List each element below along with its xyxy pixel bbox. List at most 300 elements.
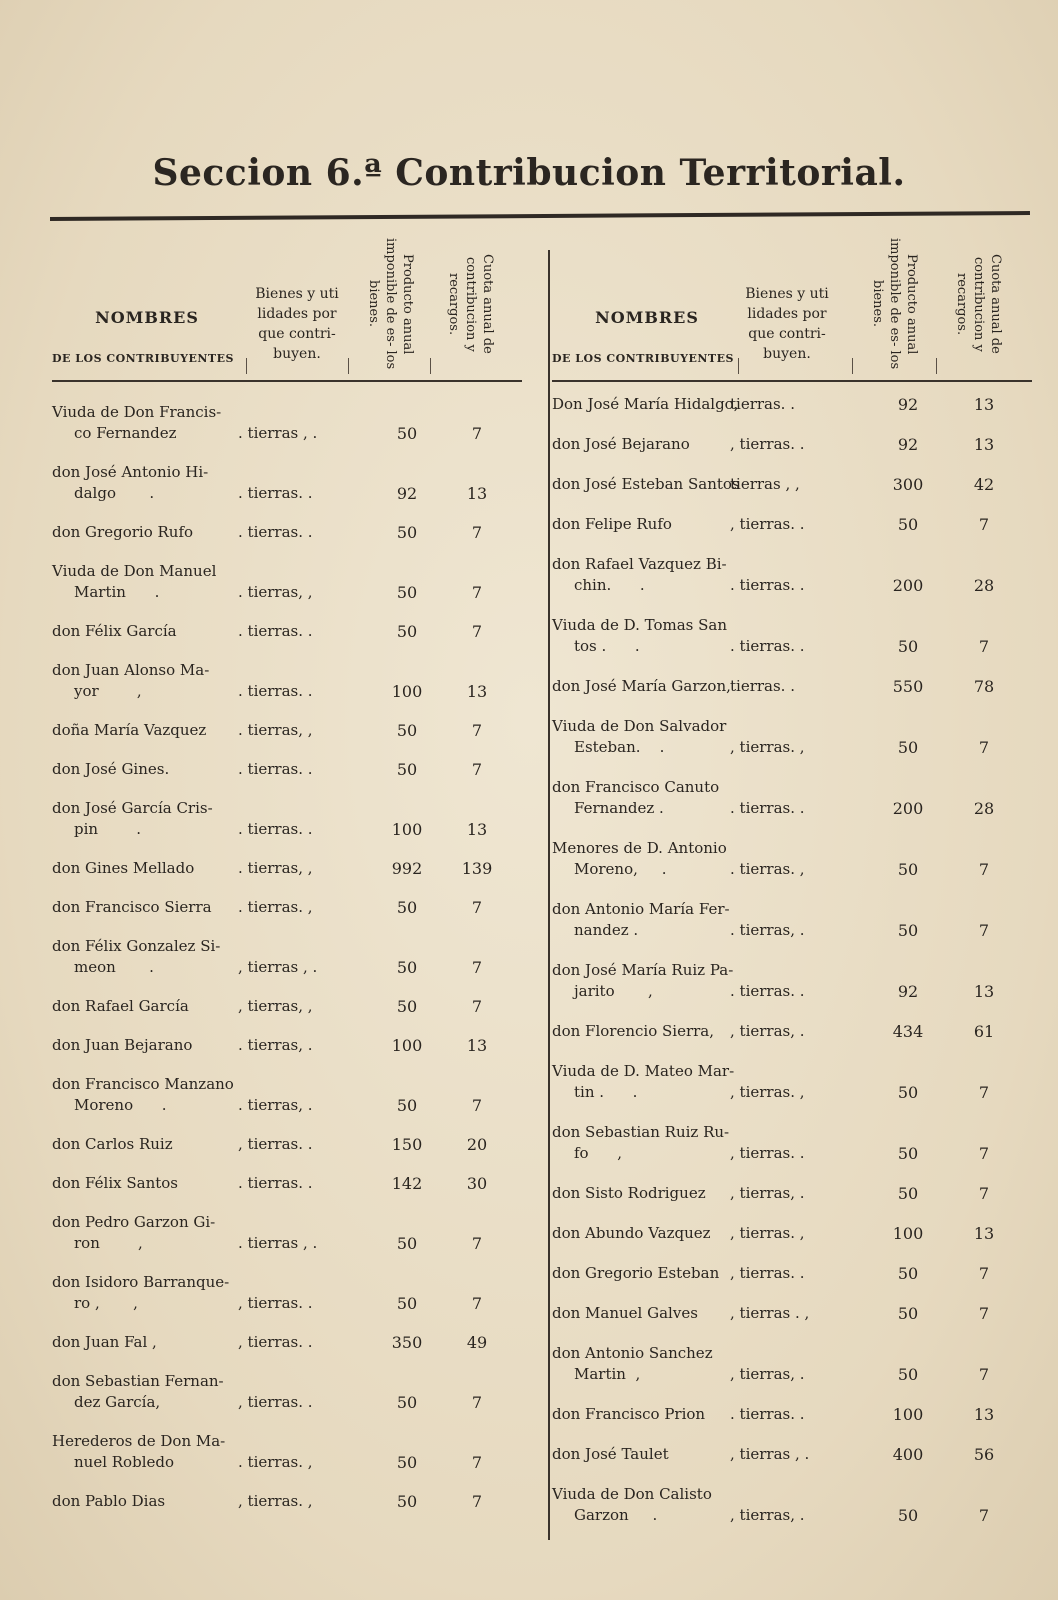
contribuyente-name-line1: don José Antonio Hi- — [52, 463, 209, 481]
bienes-cell: . tierras. . — [730, 637, 805, 655]
cuota-cell: 7 — [978, 515, 990, 534]
bienes-cell: , tierras. , — [730, 1083, 805, 1101]
cuota-cell: 7 — [471, 997, 483, 1016]
cuota-cell: 7 — [978, 1506, 990, 1525]
contribuyente-name-line2: Garzon . — [574, 1506, 658, 1524]
cuota-cell: 7 — [471, 424, 483, 443]
contribuyente-name — [52, 720, 206, 741]
table-row — [52, 897, 522, 918]
table-row — [552, 394, 1032, 415]
producto-cell: 50 — [897, 1083, 919, 1102]
cuota-cell: 7 — [978, 637, 990, 656]
contribuyente-name-line2: dez García, — [74, 1393, 161, 1411]
table-row — [52, 1431, 522, 1473]
table-row — [552, 1343, 1032, 1385]
contribuyente-name-line1: don José Bejarano — [552, 435, 690, 453]
table-row — [52, 1035, 522, 1056]
contribuyente-name — [552, 615, 727, 657]
cuota-cell: 7 — [471, 1294, 483, 1313]
bienes-cell: tierras , , — [730, 475, 800, 493]
contribuyente-name-line1: don Juan Bejarano — [52, 1036, 193, 1054]
cuota-cell: 7 — [978, 1264, 990, 1283]
header-nombres-sub: DE LOS CONTRIBUYENTES — [552, 352, 734, 365]
contribuyente-name-line1: Viuda de Don Salvador — [552, 717, 727, 735]
bienes-cell: . tierras, , — [238, 583, 313, 601]
producto-cell: 434 — [892, 1022, 924, 1041]
header-separator — [348, 358, 349, 374]
table-row — [52, 1332, 522, 1353]
cuota-cell: 78 — [973, 677, 995, 696]
header-rule — [50, 211, 1030, 221]
bienes-cell: , tierras. . — [730, 515, 805, 533]
bienes-cell: . tierras. . — [238, 1174, 313, 1192]
contribuyente-name — [52, 660, 209, 702]
cuota-cell: 7 — [978, 860, 990, 879]
left-table — [52, 232, 522, 1511]
contribuyente-name — [52, 561, 216, 603]
table-row — [552, 1444, 1032, 1465]
column-divider — [548, 250, 550, 1540]
bienes-cell: , tierras, . — [730, 1506, 805, 1524]
bienes-cell: . tierras, , — [238, 859, 313, 877]
table-row — [52, 996, 522, 1017]
producto-cell: 350 — [391, 1333, 423, 1352]
cuota-cell: 7 — [471, 583, 483, 602]
cuota-cell: 28 — [973, 576, 995, 595]
contribuyente-name-line2: fo , — [574, 1144, 622, 1162]
bienes-cell: . tierras. . — [238, 622, 313, 640]
contribuyente-name-line1: don Francisco Sierra — [52, 898, 212, 916]
contribuyente-name-line2: Esteban. . — [574, 738, 665, 756]
contribuyente-name — [552, 1404, 705, 1425]
cuota-cell: 7 — [471, 721, 483, 740]
header-bienes: Bienes y uti lidades por que contri- buyen. — [745, 286, 829, 362]
header-nombres: NOMBRES — [95, 308, 199, 327]
producto-cell: 992 — [391, 859, 423, 878]
bienes-cell: , tierras. . — [730, 435, 805, 453]
cuota-cell: 7 — [471, 1453, 483, 1472]
contribuyente-name-line2: ron , — [74, 1234, 143, 1252]
cuota-cell: 30 — [466, 1174, 488, 1193]
contribuyente-name-line1: don Abundo Vazquez — [552, 1224, 711, 1242]
contribuyente-name-line1: Herederos de Don Ma- — [52, 1432, 226, 1450]
contribuyente-name — [52, 1272, 229, 1314]
contribuyente-name-line1: Menores de D. Antonio — [552, 839, 727, 857]
table-row — [52, 402, 522, 444]
producto-cell: 50 — [396, 1294, 418, 1313]
contribuyente-name — [52, 1173, 178, 1194]
table-row — [552, 899, 1032, 941]
contribuyente-name-line2: co Fernandez — [74, 424, 177, 442]
cuota-cell: 7 — [978, 738, 990, 757]
table-row — [52, 1212, 522, 1254]
contribuyente-name — [552, 838, 727, 880]
table-row — [552, 716, 1032, 758]
producto-cell: 50 — [396, 622, 418, 641]
contribuyente-name — [52, 897, 212, 918]
contribuyente-name — [52, 996, 189, 1017]
cuota-cell: 7 — [471, 523, 483, 542]
contribuyente-name — [52, 1212, 215, 1254]
table-row — [52, 1272, 522, 1314]
bienes-cell: , tierras, . — [730, 1184, 805, 1202]
table-row — [552, 615, 1032, 657]
page-title: Seccion 6.ª Contribucion Territorial. — [152, 152, 906, 194]
producto-cell: 50 — [897, 1184, 919, 1203]
cuota-cell: 7 — [978, 1184, 990, 1203]
producto-cell: 200 — [892, 576, 924, 595]
cuota-cell: 7 — [978, 1083, 990, 1102]
contribuyente-name — [552, 676, 731, 697]
contribuyente-name-line1: don Gregorio Esteban — [552, 1264, 720, 1282]
contribuyente-name-line1: don Gregorio Rufo — [52, 523, 194, 541]
contribuyente-name — [52, 798, 213, 840]
bienes-cell: , tierras. , — [730, 1224, 805, 1242]
contribuyente-name-line1: don Sisto Rodriguez — [552, 1184, 706, 1202]
producto-cell: 50 — [897, 515, 919, 534]
cuota-cell: 13 — [466, 1036, 488, 1055]
contribuyente-name-line1: don Sebastian Ruiz Ru- — [552, 1123, 730, 1141]
cuota-cell: 28 — [973, 799, 995, 818]
contribuyente-name — [52, 402, 221, 444]
bienes-cell: tierras. . — [730, 677, 795, 695]
contribuyente-name-line2: dalgo . — [74, 484, 155, 502]
bienes-cell: , tierras. , — [730, 738, 805, 756]
contribuyente-name-line1: don José María Ruiz Pa- — [552, 961, 734, 979]
contribuyente-name — [552, 716, 726, 758]
bienes-cell: . tierras. . — [730, 1405, 805, 1423]
contribuyente-name-line1: don José Taulet — [552, 1445, 669, 1463]
producto-cell: 50 — [396, 424, 418, 443]
contribuyente-name — [552, 899, 730, 941]
table-row — [552, 1404, 1032, 1425]
contribuyente-name-line1: don Félix García — [52, 622, 177, 640]
producto-cell: 50 — [897, 921, 919, 940]
contribuyente-name-line1: don Rafael Vazquez Bi- — [552, 555, 727, 573]
contribuyente-name — [52, 1332, 157, 1353]
cuota-cell: 7 — [471, 1096, 483, 1115]
contribuyente-name-line1: doña María Vazquez — [52, 721, 207, 739]
cuota-cell: 20 — [466, 1135, 488, 1154]
table-row — [552, 434, 1032, 455]
producto-cell: 300 — [892, 475, 924, 494]
cuota-cell: 42 — [973, 475, 995, 494]
contribuyente-name-line1: don Manuel Galves — [552, 1304, 698, 1322]
contribuyente-name-line1: Viuda de D. Tomas San — [552, 616, 727, 634]
bienes-cell: . tierras. . — [238, 484, 313, 502]
contribuyente-name — [552, 1444, 669, 1465]
producto-cell: 100 — [391, 1036, 423, 1055]
producto-cell: 92 — [897, 395, 919, 414]
bienes-cell: . tierras. . — [730, 576, 805, 594]
cuota-cell: 7 — [471, 1393, 483, 1412]
bienes-cell: . tierras, . — [238, 1096, 313, 1114]
producto-cell: 142 — [391, 1174, 423, 1193]
contribuyente-name-line1: Viuda de Don Manuel — [52, 562, 217, 580]
cuota-cell: 7 — [978, 921, 990, 940]
contribuyente-name-line1: don Felipe Rufo — [552, 515, 672, 533]
producto-cell: 550 — [892, 677, 924, 696]
contribuyente-name — [552, 1223, 711, 1244]
bienes-cell: . tierras, . — [238, 1036, 313, 1054]
bienes-cell: , tierras, . — [730, 1365, 805, 1383]
contribuyente-name-line2: jarito , — [574, 982, 653, 1000]
cuota-cell: 7 — [471, 898, 483, 917]
cuota-cell: 7 — [978, 1304, 990, 1323]
contribuyente-name-line1: don Gines Mellado — [52, 859, 195, 877]
contribuyente-name-line2: nuel Robledo — [74, 1453, 174, 1471]
cuota-cell: 7 — [471, 1234, 483, 1253]
contribuyente-name-line1: don José María Garzon, — [552, 677, 731, 695]
bienes-cell: . tierras. . — [730, 799, 805, 817]
table-row — [52, 621, 522, 642]
table-row — [552, 1484, 1032, 1526]
header-producto: Producto anual imponible de es- los bienes. — [366, 238, 415, 370]
contribuyente-name-line1: don Juan Fal , — [52, 1333, 157, 1351]
cuota-cell: 13 — [973, 395, 995, 414]
right-table-header — [552, 232, 1032, 382]
producto-cell: 50 — [897, 1144, 919, 1163]
table-row — [552, 474, 1032, 495]
contribuyente-name-line1: don Francisco Manzano — [52, 1075, 234, 1093]
contribuyente-name — [552, 554, 727, 596]
cuota-cell: 13 — [466, 682, 488, 701]
producto-cell: 50 — [396, 583, 418, 602]
producto-cell: 50 — [897, 637, 919, 656]
contribuyente-name-line1: don José Gines. — [52, 760, 170, 778]
contribuyente-name-line1: don Félix Gonzalez Si- — [52, 937, 221, 955]
header-nombres-sub: DE LOS CONTRIBUYENTES — [52, 352, 234, 365]
contribuyente-name — [52, 1134, 173, 1155]
cuota-cell: 13 — [466, 820, 488, 839]
contribuyente-name-line2: yor , — [74, 682, 142, 700]
contribuyente-name-line1: don Rafael García — [52, 997, 189, 1015]
cuota-cell: 7 — [471, 958, 483, 977]
contribuyente-name-line1: don José Esteban Santos — [552, 475, 740, 493]
producto-cell: 50 — [396, 523, 418, 542]
producto-cell: 50 — [396, 1234, 418, 1253]
producto-cell: 50 — [897, 1304, 919, 1323]
table-row — [52, 1134, 522, 1155]
contribuyente-name — [552, 394, 738, 415]
producto-cell: 50 — [897, 1264, 919, 1283]
cuota-cell: 7 — [471, 1492, 483, 1511]
producto-cell: 100 — [391, 682, 423, 701]
contribuyente-name-line1: don Félix Santos — [52, 1174, 178, 1192]
contribuyente-name — [552, 1021, 714, 1042]
producto-cell: 50 — [396, 1096, 418, 1115]
cuota-cell: 56 — [973, 1445, 995, 1464]
contribuyente-name-line1: don Juan Alonso Ma- — [52, 661, 210, 679]
producto-cell: 50 — [396, 1492, 418, 1511]
producto-cell: 50 — [396, 958, 418, 977]
cuota-cell: 13 — [973, 982, 995, 1001]
contribuyente-name — [52, 1035, 192, 1056]
contribuyente-name-line1: don Isidoro Barranque- — [52, 1273, 230, 1291]
producto-cell: 50 — [396, 898, 418, 917]
bienes-cell: , tierras , . — [730, 1445, 810, 1463]
table-row — [52, 522, 522, 543]
producto-cell: 100 — [391, 820, 423, 839]
right-table — [552, 232, 1032, 1525]
cuota-cell: 139 — [461, 859, 493, 878]
table-row — [52, 936, 522, 978]
bienes-cell: , tierras. . — [238, 1135, 313, 1153]
bienes-cell: , tierras, , — [238, 997, 313, 1015]
table-row — [552, 960, 1032, 1002]
cuota-cell: 13 — [466, 484, 488, 503]
contribuyente-name — [52, 1371, 224, 1413]
contribuyente-name-line1: don José García Cris- — [52, 799, 213, 817]
bienes-cell: . tierras. . — [730, 982, 805, 1000]
bienes-cell: tierras. . — [730, 395, 795, 413]
table-row — [52, 462, 522, 504]
cuota-cell: 7 — [978, 1365, 990, 1384]
cuota-cell: 49 — [466, 1333, 488, 1352]
table-row — [52, 798, 522, 840]
contribuyente-name — [552, 474, 740, 495]
producto-cell: 100 — [892, 1224, 924, 1243]
bienes-cell: , tierras. . — [238, 1393, 313, 1411]
contribuyente-name — [552, 1122, 729, 1164]
table-row — [52, 759, 522, 780]
producto-cell: 50 — [897, 1506, 919, 1525]
table-row — [52, 1173, 522, 1194]
contribuyente-name-line1: don Francisco Prion — [552, 1405, 706, 1423]
header-producto: Producto anual imponible de es- los bienes. — [870, 238, 919, 370]
cuota-cell: 7 — [978, 1144, 990, 1163]
contribuyente-name-line2: Martin , — [574, 1365, 641, 1383]
table-row — [552, 1021, 1032, 1042]
table-row — [552, 1061, 1032, 1103]
contribuyente-name-line2: Moreno, . — [574, 860, 667, 878]
bienes-cell: , tierras. . — [238, 1294, 313, 1312]
contribuyente-name-line1: Don José María Hidalgo, — [552, 395, 739, 413]
cuota-cell: 13 — [973, 1405, 995, 1424]
producto-cell: 92 — [396, 484, 418, 503]
header-cuota: Cuota anual de contribucion y recargos. — [954, 254, 1003, 354]
contribuyente-name-line1: Viuda de D. Mateo Mar- — [552, 1062, 735, 1080]
contribuyente-name-line2: meon . — [74, 958, 154, 976]
contribuyente-name — [52, 1074, 234, 1116]
table-row — [552, 514, 1032, 535]
producto-cell: 200 — [892, 799, 924, 818]
bienes-cell: . tierras, , — [238, 721, 313, 739]
contribuyente-name-line2: Martin . — [74, 583, 160, 601]
contribuyente-name — [52, 462, 208, 504]
contribuyente-name — [552, 777, 719, 819]
table-row — [552, 1223, 1032, 1244]
bienes-cell: . tierras , . — [238, 424, 318, 442]
contribuyente-name-line2: Fernandez . — [574, 799, 664, 817]
bienes-cell: . tierras. . — [238, 682, 313, 700]
contribuyente-name — [52, 621, 177, 642]
producto-cell: 400 — [892, 1445, 924, 1464]
contribuyente-name — [552, 1484, 712, 1526]
bienes-cell: , tierras. . — [730, 1144, 805, 1162]
table-row — [552, 1303, 1032, 1324]
header-separator — [936, 358, 937, 374]
bienes-cell: . tierras. . — [238, 523, 313, 541]
producto-cell: 50 — [396, 1393, 418, 1412]
producto-cell: 150 — [391, 1135, 423, 1154]
bienes-cell: , tierras . , — [730, 1304, 810, 1322]
cuota-cell: 7 — [471, 760, 483, 779]
contribuyente-name — [552, 1183, 706, 1204]
producto-cell: 50 — [396, 721, 418, 740]
table-row — [552, 1122, 1032, 1164]
bienes-cell: , tierras. . — [238, 1333, 313, 1351]
table-row — [552, 777, 1032, 819]
bienes-cell: . tierras. , — [238, 1453, 313, 1471]
contribuyente-name-line1: Viuda de Don Calisto — [552, 1485, 712, 1503]
contribuyente-name-line1: don Pedro Garzon Gi- — [52, 1213, 216, 1231]
contribuyente-name — [552, 1343, 713, 1385]
table-row — [552, 838, 1032, 880]
table-row — [552, 1183, 1032, 1204]
contribuyente-name-line2: chin. . — [574, 576, 645, 594]
contribuyente-name — [52, 759, 169, 780]
contribuyente-name — [52, 1491, 165, 1512]
header-separator — [430, 358, 431, 374]
contribuyente-name-line1: don Pablo Dias — [52, 1492, 166, 1510]
producto-cell: 50 — [396, 1453, 418, 1472]
table-row — [52, 1491, 522, 1512]
contribuyente-name-line1: don Carlos Ruiz — [52, 1135, 173, 1153]
table-row — [52, 858, 522, 879]
table-row — [552, 1263, 1032, 1284]
table-row — [52, 660, 522, 702]
producto-cell: 92 — [897, 435, 919, 454]
bienes-cell: . tierras. , — [238, 898, 313, 916]
contribuyente-name — [52, 1431, 225, 1473]
left-table-header — [52, 232, 522, 382]
contribuyente-name-line1: don Antonio María Fer- — [552, 900, 730, 918]
contribuyente-name-line1: don Florencio Sierra, — [552, 1022, 715, 1040]
contribuyente-name — [552, 434, 690, 455]
table-row — [52, 720, 522, 741]
cuota-cell: 7 — [471, 622, 483, 641]
table-row — [52, 1074, 522, 1116]
contribuyente-name — [552, 1303, 698, 1324]
table-row — [552, 554, 1032, 596]
header-separator — [246, 358, 247, 374]
producto-cell: 50 — [897, 738, 919, 757]
contribuyente-name-line2: pin . — [74, 820, 141, 838]
contribuyente-name — [552, 514, 672, 535]
producto-cell: 50 — [396, 997, 418, 1016]
contribuyente-name-line2: tin . . — [574, 1083, 638, 1101]
contribuyente-name — [552, 960, 733, 1002]
contribuyente-name-line2: tos . . — [574, 637, 640, 655]
producto-cell: 92 — [897, 982, 919, 1001]
contribuyente-name — [52, 522, 193, 543]
bienes-cell: . tierras, . — [730, 921, 805, 939]
cuota-cell: 61 — [973, 1022, 995, 1041]
contribuyente-name-line1: don Antonio Sanchez — [552, 1344, 713, 1362]
header-separator — [738, 358, 739, 374]
contribuyente-name-line2: nandez . — [574, 921, 639, 939]
bienes-cell: , tierras. , — [238, 1492, 313, 1510]
bienes-cell: . tierras. . — [238, 760, 313, 778]
header-cuota: Cuota anual de contribucion y recargos. — [446, 254, 495, 354]
bienes-cell: . tierras. . — [238, 820, 313, 838]
table-row — [52, 1371, 522, 1413]
producto-cell: 50 — [897, 1365, 919, 1384]
header-nombres: NOMBRES — [595, 308, 699, 327]
header-separator — [852, 358, 853, 374]
contribuyente-name-line2: ro , , — [74, 1294, 138, 1312]
